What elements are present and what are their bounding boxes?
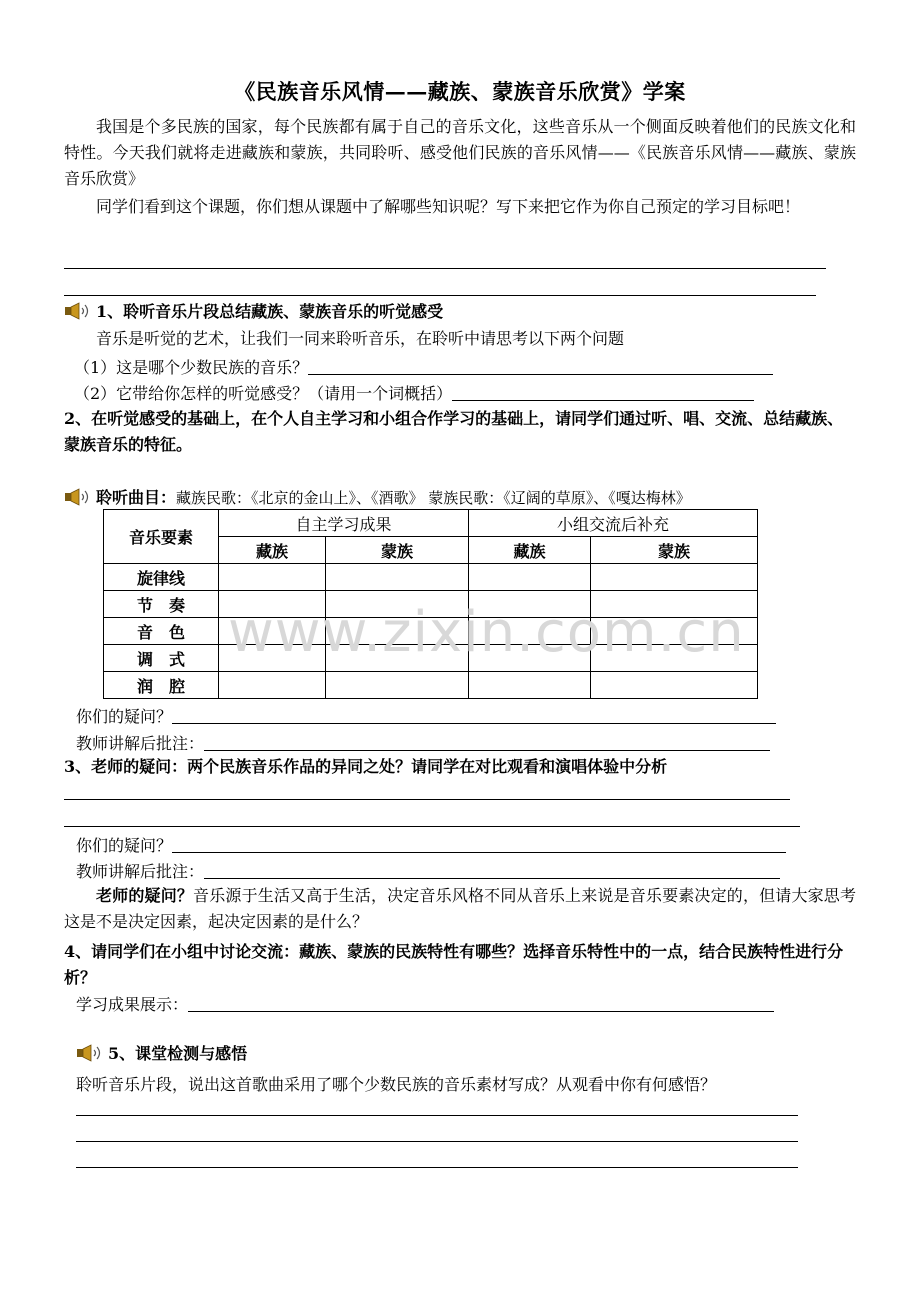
section-4-result bbox=[76, 992, 774, 1015]
section-5-heading-text: 5、课堂检测与感悟 bbox=[108, 1044, 248, 1063]
table-cell[interactable] bbox=[591, 564, 758, 591]
answer-blank[interactable] bbox=[188, 997, 774, 1012]
section-2-heading: 2、在听觉感受的基础上，在个人自主学习和小组合作学习的基础上，请同学们通过听、唱、交流、总结藏族、蒙族音乐的特征。 bbox=[64, 409, 844, 454]
answer-blank[interactable] bbox=[172, 709, 776, 724]
teacher-question-label: 老师的疑问？ bbox=[96, 886, 194, 905]
answer-blank[interactable] bbox=[204, 736, 770, 751]
table-cell[interactable] bbox=[326, 564, 469, 591]
answer-line bbox=[64, 799, 790, 800]
page-title: 《民族音乐风情——藏族、蒙族音乐欣赏》学案 bbox=[234, 79, 686, 104]
row-label: 润 腔 bbox=[104, 672, 219, 699]
section-2-doubt bbox=[76, 704, 776, 727]
subheader-zang: 藏族 bbox=[469, 537, 591, 564]
section-3-doubt bbox=[76, 833, 786, 856]
result-label: 学习成果展示： bbox=[76, 995, 189, 1014]
listen-text: 藏族民歌：《北京的金山上》、《酒歌》 蒙族民歌：《辽阔的草原》、《嘎达梅林》 bbox=[176, 489, 691, 507]
section-5-heading bbox=[76, 1041, 868, 1067]
intro-paragraph-2: 同学们看到这个课题，你们想从课题中了解哪些知识呢？写下来把它作为你自己预定的学习目标吧！ bbox=[96, 197, 801, 216]
section-1-intro: 音乐是听觉的艺术，让我们一同来聆听音乐，在聆听中请思考以下两个问题 bbox=[96, 329, 625, 348]
header-self-study: 自主学习成果 bbox=[219, 510, 469, 537]
table-cell[interactable] bbox=[219, 672, 326, 699]
subheader-zang: 藏族 bbox=[219, 537, 326, 564]
listen-line bbox=[64, 485, 691, 508]
header-music-element: 音乐要素 bbox=[104, 510, 219, 564]
question-1-text: （1）这是哪个少数民族的音乐？ bbox=[74, 358, 309, 377]
section-1-heading bbox=[64, 299, 856, 325]
row-label: 调 式 bbox=[104, 645, 219, 672]
speaker-icon bbox=[76, 1044, 106, 1062]
answer-line bbox=[64, 826, 800, 827]
section-2-teacher-note bbox=[76, 731, 770, 754]
table-cell[interactable] bbox=[591, 672, 758, 699]
section-5-text: 聆听音乐片段，说出这首歌曲采用了哪个少数民族的音乐素材写成？从观看中你有何感悟？ bbox=[76, 1075, 717, 1094]
answer-blank[interactable] bbox=[172, 838, 786, 853]
answer-line bbox=[76, 1115, 798, 1116]
section-3-teacher-note bbox=[76, 859, 780, 882]
teacher-note-label: 教师讲解后批注： bbox=[76, 862, 205, 881]
table-cell[interactable] bbox=[219, 564, 326, 591]
question-1 bbox=[74, 355, 773, 378]
table-cell[interactable] bbox=[469, 672, 591, 699]
header-group-supplement: 小组交流后补充 bbox=[469, 510, 758, 537]
intro-paragraph-1: 我国是个多民族的国家，每个民族都有属于自己的音乐文化，这些音乐从一个侧面反映着他们的民族文化和特性。今天我们就将走进藏族和蒙族，共同聆听、感受他们民族的音乐风情——《民族音乐风情——藏族、蒙族音乐欣赏》 bbox=[64, 117, 856, 188]
section-4-heading: 4、请同学们在小组中讨论交流：藏族、蒙族的民族特性有哪些？选择音乐特性中的一点，结合民族特性进行分析？ bbox=[64, 942, 844, 987]
listen-label: 聆听曲目： bbox=[96, 488, 177, 507]
table-row bbox=[104, 564, 758, 591]
teacher-question bbox=[64, 883, 856, 935]
table-cell[interactable] bbox=[469, 564, 591, 591]
answer-line bbox=[76, 1167, 798, 1168]
answer-line bbox=[76, 1141, 798, 1142]
question-2-text: （2）它带给你怎样的听觉感受？（请用一个词概括） bbox=[74, 384, 453, 403]
section-3-heading: 3、老师的疑问：两个民族音乐作品的异同之处？请同学在对比观看和演唱体验中分析 bbox=[64, 757, 668, 776]
subheader-meng: 蒙族 bbox=[591, 537, 758, 564]
doubt-label: 你们的疑问？ bbox=[76, 836, 173, 855]
speaker-icon bbox=[64, 488, 94, 506]
speaker-icon bbox=[64, 302, 94, 320]
table-row bbox=[104, 672, 758, 699]
table-cell[interactable] bbox=[326, 672, 469, 699]
answer-blank[interactable] bbox=[308, 360, 773, 375]
answer-blank[interactable] bbox=[452, 386, 754, 401]
answer-blank[interactable] bbox=[204, 864, 780, 879]
row-label: 节 奏 bbox=[104, 591, 219, 618]
teacher-note-label: 教师讲解后批注： bbox=[76, 734, 205, 753]
section-1-heading-text: 1、聆听音乐片段总结藏族、蒙族音乐的听觉感受 bbox=[96, 302, 444, 321]
doubt-label: 你们的疑问？ bbox=[76, 707, 173, 726]
teacher-question-text: 音乐源于生活又高于生活，决定音乐风格不同从音乐上来说是音乐要素决定的，但请大家思考这是不是决定因素，起决定因素的是什么？ bbox=[64, 886, 856, 931]
answer-line bbox=[64, 268, 826, 269]
row-label: 音 色 bbox=[104, 618, 219, 645]
watermark: www.zixin.com.cn bbox=[228, 600, 745, 665]
subheader-meng: 蒙族 bbox=[326, 537, 469, 564]
row-label: 旋律线 bbox=[104, 564, 219, 591]
answer-line bbox=[64, 295, 816, 296]
question-2 bbox=[74, 381, 754, 404]
